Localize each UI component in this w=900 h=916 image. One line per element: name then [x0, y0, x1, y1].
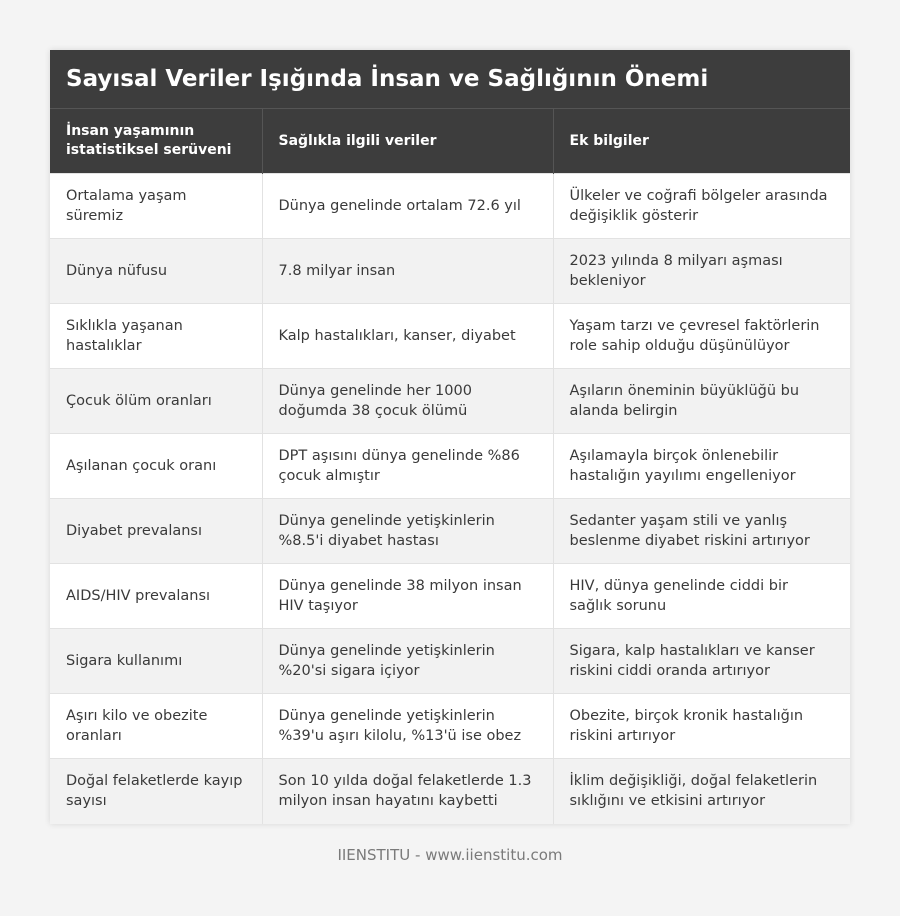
table-cell: Aşıların öneminin büyüklüğü bu alanda belirgin [553, 369, 850, 434]
column-header-health-data: Sağlıkla ilgili veriler [262, 109, 553, 174]
table-row [50, 694, 850, 759]
table-cell: Ortalama yaşam süremiz [50, 174, 262, 239]
table-cell: Sigara kullanımı [50, 629, 262, 694]
table-cell: Aşılanan çocuk oranı [50, 434, 262, 499]
table-body [50, 174, 850, 824]
table-row [50, 629, 850, 694]
table-cell: 2023 yılında 8 milyarı aşması bekleniyor [553, 239, 850, 304]
table-cell: Sigara, kalp hastalıkları ve kanser riskini ciddi oranda artırıyor [553, 629, 850, 694]
table-cell: Çocuk ölüm oranları [50, 369, 262, 434]
table-cell: Aşırı kilo ve obezite oranları [50, 694, 262, 759]
data-table [50, 108, 850, 824]
table-header [50, 109, 850, 174]
table-row [50, 564, 850, 629]
table-cell: HIV, dünya genelinde ciddi bir sağlık sorunu [553, 564, 850, 629]
table-cell: DPT aşısını dünya genelinde %86 çocuk almıştır [262, 434, 553, 499]
table-cell: Aşılamayla birçok önlenebilir hastalığın yayılımı engelleniyor [553, 434, 850, 499]
table-cell: Dünya genelinde yetişkinlerin %8.5'i diyabet hastası [262, 499, 553, 564]
column-header-extra-info: Ek bilgiler [553, 109, 850, 174]
table-row [50, 239, 850, 304]
table-cell: Son 10 yılda doğal felaketlerde 1.3 milyon insan hayatını kaybetti [262, 759, 553, 824]
column-header-journey: İnsan yaşamının istatistiksel serüveni [50, 109, 262, 174]
table-title: Sayısal Veriler Işığında İnsan ve Sağlığının Önemi [50, 50, 850, 108]
table-row [50, 369, 850, 434]
table-cell: Yaşam tarzı ve çevresel faktörlerin role sahip olduğu düşünülüyor [553, 304, 850, 369]
table-cell: Dünya genelinde 38 milyon insan HIV taşıyor [262, 564, 553, 629]
table-row [50, 499, 850, 564]
table-cell: 7.8 milyar insan [262, 239, 553, 304]
table-cell: İklim değişikliği, doğal felaketlerin sıklığını ve etkisini artırıyor [553, 759, 850, 824]
table-cell: Dünya genelinde ortalam 72.6 yıl [262, 174, 553, 239]
table-cell: Dünya genelinde her 1000 doğumda 38 çocuk ölümü [262, 369, 553, 434]
table-cell: Sıklıkla yaşanan hastalıklar [50, 304, 262, 369]
table-cell: Kalp hastalıkları, kanser, diyabet [262, 304, 553, 369]
table-cell: Dünya genelinde yetişkinlerin %20'si sigara içiyor [262, 629, 553, 694]
table-row [50, 174, 850, 239]
table-cell: Dünya nüfusu [50, 239, 262, 304]
table-row [50, 434, 850, 499]
footer-credit: IIENSTITU - www.iienstitu.com [337, 846, 563, 864]
header-row [50, 109, 850, 174]
table-cell: Doğal felaketlerde kayıp sayısı [50, 759, 262, 824]
table-cell: Obezite, birçok kronik hastalığın riskini artırıyor [553, 694, 850, 759]
table-cell: Diyabet prevalansı [50, 499, 262, 564]
table-cell: Sedanter yaşam stili ve yanlış beslenme diyabet riskini artırıyor [553, 499, 850, 564]
table-cell: AIDS/HIV prevalansı [50, 564, 262, 629]
table-row [50, 759, 850, 824]
table-card [50, 50, 850, 824]
table-row [50, 304, 850, 369]
table-cell: Dünya genelinde yetişkinlerin %39'u aşırı kilolu, %13'ü ise obez [262, 694, 553, 759]
table-cell: Ülkeler ve coğrafi bölgeler arasında değişiklik gösterir [553, 174, 850, 239]
